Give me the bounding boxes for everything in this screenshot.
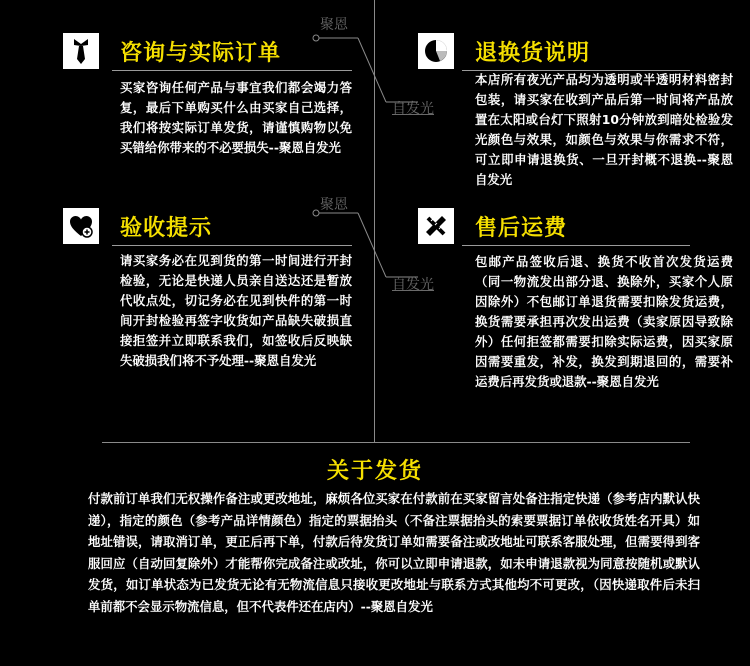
section-title: 售后运费 <box>475 216 568 241</box>
center-vertical-divider <box>374 0 375 442</box>
section-body: 包邮产品签收后退、换货不收首次发货运费（同一物流发出部分退、换除外，买家个人原因除外）不包邮订单退货需要扣除发货运费，换货需要承担再次发出运费（卖家原因导致除外）任何拒签都需要扣除实际运费，因买家原因需要重发，补发，换发到期退回的，需要补运费后再发货或退款--聚恩自发光 <box>475 254 733 389</box>
watermark-glow: 自发光 <box>392 277 434 293</box>
title-underline <box>112 245 352 246</box>
title-underline <box>462 245 690 246</box>
heart-plus-icon <box>63 208 99 244</box>
pencil-ruler-icon <box>418 208 454 244</box>
title-underline <box>112 70 352 71</box>
section-title: 验收提示 <box>120 216 213 241</box>
watermark-glow: 自发光 <box>392 101 434 117</box>
section-title: 关于发货 <box>326 459 423 484</box>
section-body: 买家咨询任何产品与事宜我们都会竭力答复，最后下单购买什么由买家自己选择，我们将按实际订单发货，请谨慎购物以免买错给你带来的不必要损失--聚恩自发光 <box>120 80 352 155</box>
section-body: 请买家务必在见到货的第一时间进行开封检验，无论是快递人员亲自送达还是暂放代收点处，切记务必在见到快件的第一时间开封检验再签字收货如产品缺失破损直接拒签并立即联系我们，如签收后反映缺失破损我们将不予处理--聚恩自发光 <box>120 253 352 368</box>
watermark-brand: 聚恩 <box>320 17 348 33</box>
section-body: 付款前订单我们无权操作备注或更改地址，麻烦各位买家在付款前在买家留言处备注指定快递（参考店内默认快递），指定的颜色（参考产品详情颜色）指定的票据抬头（不备注票据抬头的索要票据订单依收货姓名开具）如地址错误，请取消订单，更正后再下单，付款后待发货订单如需要备注或改地址可联系客服处理，但需要得到客服回应（自动回复除外）才能帮你完成备注或改址，你可以立即申请退款，如未申请退款视为同意按随机或默认发货，如订单状态为已发货无论有无物流信息只接收更改地址与联系方式其他均不可更改，（因快递取件后未扫单前都不会显示物流信息，但不代表件还在店内）--聚恩自发光 <box>88 491 700 614</box>
section-title: 咨询与实际订单 <box>120 41 282 66</box>
necktie-icon <box>63 33 99 69</box>
pie-chart-icon <box>418 33 454 69</box>
watermark-brand: 聚恩 <box>320 197 348 213</box>
section-title: 退换货说明 <box>475 41 591 66</box>
bottom-horizontal-divider <box>102 442 690 443</box>
section-body: 本店所有夜光产品均为透明或半透明材料密封包装，请买家在收到产品后第一时间将产品放置在太阳或台灯下照射10分钟放到暗处检验发光颜色与效果，如颜色与效果与你需求不符，可立即申请退换货、一旦开封概不退换--聚恩自发光 <box>475 72 733 187</box>
